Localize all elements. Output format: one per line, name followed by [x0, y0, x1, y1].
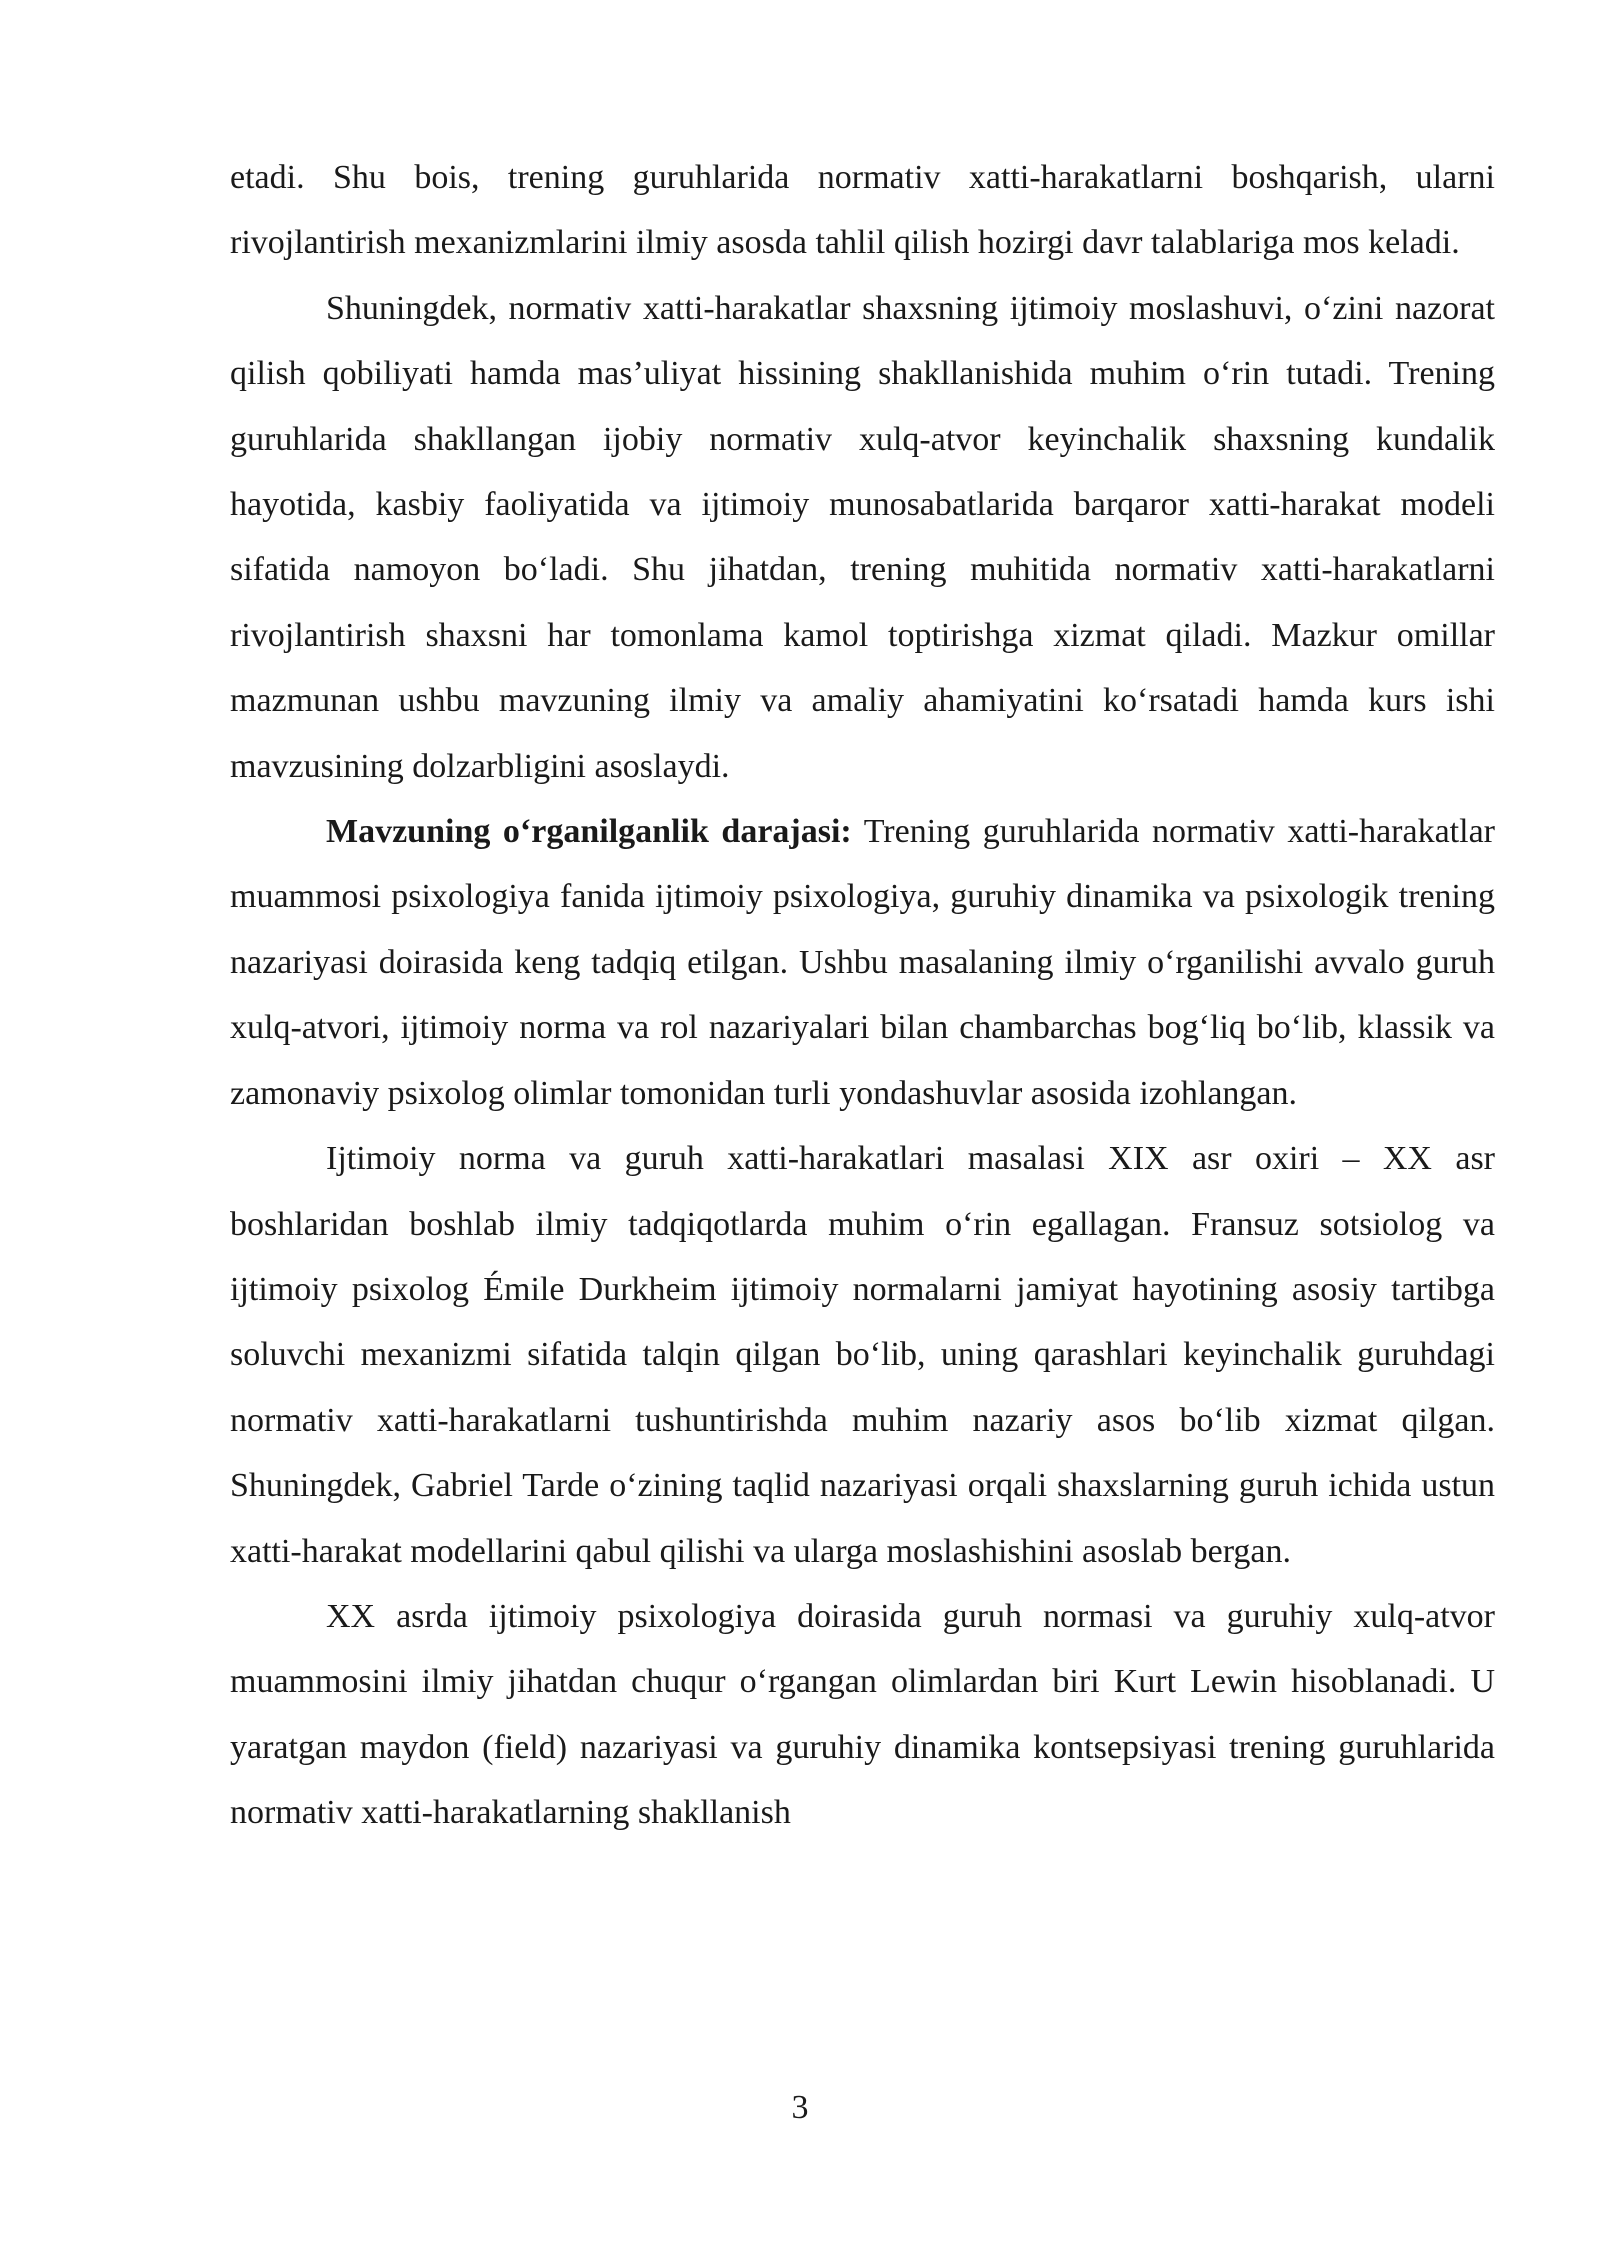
body-text — [230, 145, 1495, 1846]
paragraph-text: etadi. Shu bois, trening guruhlarida normativ xatti-harakatlarni boshqarish, ularni rivojlantirish mexanizmlarini ilmiy asosda tahlil qilish hozirgi davr talablariga mos keladi. — [230, 159, 1495, 262]
paragraph-text: Ijtimoiy norma va guruh xatti-harakatlari masalasi XIX asr oxiri – XX asr boshlaridan boshlab ilmiy tadqiqotlarda muhim o‘rin egallagan. Fransuz sotsiolog va ijtimoiy psixolog Émile Durkheim ijtimoiy normalarni jamiyat hayotining asosiy tartibga soluvchi mexanizmi sifatida talqin qilgan bo‘lib, uning qarashlari keyinchalik guruhdagi normativ xatti-harakatlarni tushuntirishda muhim nazariy asos bo‘lib xizmat qilgan. Shuningdek, Gabriel Tarde o‘zining taqlid nazariyasi orqali shaxslarning guruh ichida ustun xatti-harakat modellarini qabul qilishi va ularga moslashishini asoslab bergan. — [230, 1140, 1495, 1570]
paragraph-study-level — [230, 799, 1495, 1126]
paragraph-lewin — [230, 1584, 1495, 1846]
inline-heading: Mavzuning o‘rganilganlik darajasi: — [326, 813, 852, 851]
paragraph-relevance — [230, 276, 1495, 799]
paragraph-social-norms — [230, 1126, 1495, 1584]
paragraph-text: Shuningdek, normativ xatti-harakatlar shaxsning ijtimoiy moslashuvi, o‘zini nazorat qilish qobiliyati hamda mas’uliyat hissining shakllanishida muhim o‘rin tutadi. Trening guruhlarida shakllangan ijobiy normativ xulq-atvor keyinchalik shaxsning kundalik hayotida, kasbiy faoliyatida va ijtimoiy munosabatlarida barqaror xatti-harakat modeli sifatida namoyon bo‘ladi. Shu jihatdan, trening muhitida normativ xatti-harakatlarni rivojlantirish shaxsni har tomonlama kamol toptirishga xizmat qiladi. Mazkur omillar mazmunan ushbu mavzuning ilmiy va amaliy ahamiyatini ko‘rsatadi hamda kurs ishi mavzusining dolzarbligini asoslaydi. — [230, 289, 1495, 785]
paragraph-text: XX asrda ijtimoiy psixologiya doirasida guruh normasi va guruhiy xulq-atvor muammosini ilmiy jihatdan chuqur o‘rgangan olimlardan biri Kurt Lewin hisoblanadi. U yaratgan maydon (field) nazariyasi va guruhiy dinamika kontsepsiyasi trening guruhlarida normativ xatti-harakatlarning shakllanish — [230, 1597, 1495, 1832]
page-number: 3 — [791, 2089, 809, 2126]
paragraph-continuation — [230, 145, 1495, 276]
paragraph-text: Trening guruhlarida normativ xatti-harakatlar muammosi psixologiya fanida ijtimoiy psixologiya, guruhiy dinamika va psixologik trening nazariyasi doirasida keng tadqiq etilgan. Ushbu masalaning ilmiy o‘rganilishi avvalo guruh xulq-atvori, ijtimoiy norma va rol nazariyalari bilan chambarchas bog‘liq bo‘lib, klassik va zamonaviy psixolog olimlar tomonidan turli yondashuvlar asosida izohlangan. — [230, 813, 1495, 1112]
